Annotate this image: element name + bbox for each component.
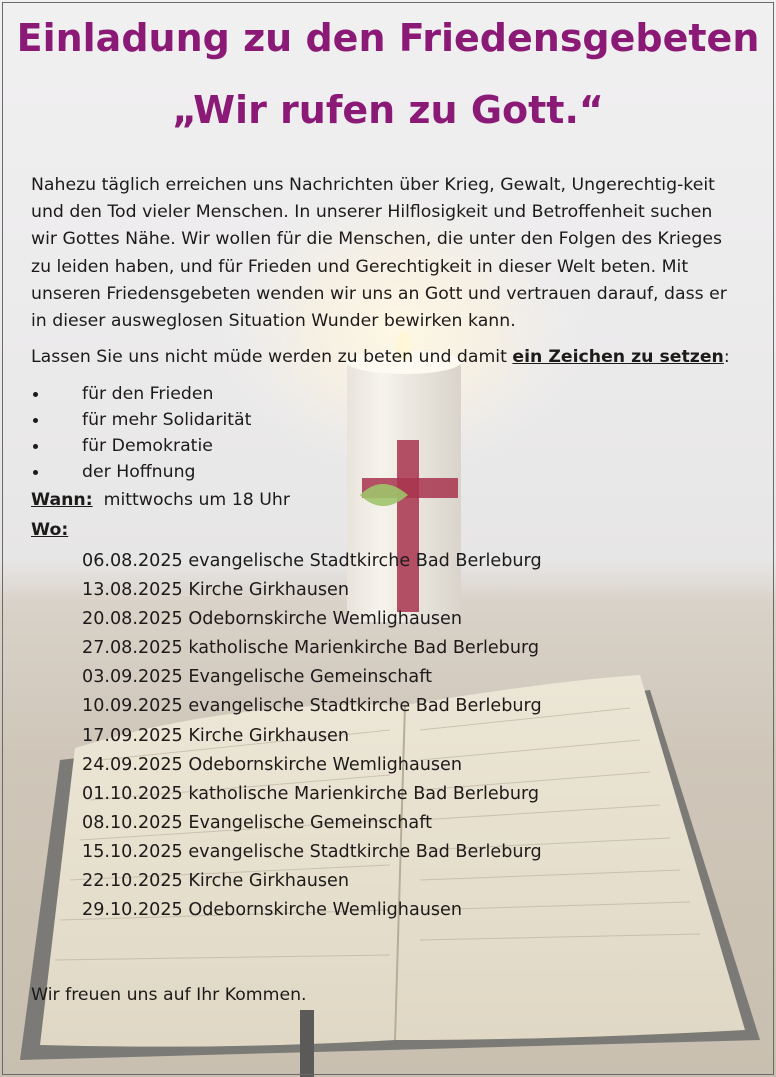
where-label: Wo: xyxy=(31,520,69,540)
schedule-item xyxy=(82,896,542,925)
schedule-item xyxy=(82,838,542,867)
cta-text: Lassen Sie uns nicht müde werden zu beten und damit xyxy=(31,347,513,367)
schedule-place: katholische Marienkirche Bad Berleburg xyxy=(188,638,540,659)
schedule-list xyxy=(82,547,542,925)
schedule-place: Kirche Girkhausen xyxy=(188,871,350,892)
schedule-date: 20.08.2025 xyxy=(82,609,183,630)
page-title: Einladung zu den Friedensgebeten xyxy=(16,16,760,60)
schedule-item xyxy=(82,605,542,634)
bullet-item: für Demokratie xyxy=(31,433,251,459)
schedule-date: 24.09.2025 xyxy=(82,754,183,775)
schedule-date: 10.09.2025 xyxy=(82,696,183,717)
schedule-place: Kirche Girkhausen xyxy=(188,580,350,601)
schedule-date: 29.10.2025 xyxy=(82,900,183,921)
schedule-item xyxy=(82,547,542,576)
page-subtitle: „Wir rufen zu Gott.“ xyxy=(172,88,604,132)
schedule-item xyxy=(82,576,542,605)
schedule-place: Odebornskirche Wemlighausen xyxy=(188,754,463,775)
schedule-item xyxy=(82,780,542,809)
intro-paragraph: Nahezu täglich erreichen uns Nachrichten über Krieg, Gewalt, Ungerechtig-keit und den Tod vieler Menschen. In unserer Hilflosigkeit und Betroffenheit suchen wir Gottes Nähe. Wir wollen für die Menschen, die unter den Folgen des Krieges zu leiden haben, und für Frieden und Gerechtigkeit in dieser Welt beten. Mit unseren Friedensgebeten wenden wir uns an Gott und vertrauen darauf, dass er in dieser ausweglosen Situation Wunder bewirken kann. xyxy=(31,175,727,332)
cta-suffix: : xyxy=(723,347,730,367)
bullet-list xyxy=(31,381,251,485)
when-value: mittwochs um 18 Uhr xyxy=(103,490,290,510)
schedule-item xyxy=(82,751,542,780)
schedule-place: Odebornskirche Wemlighausen xyxy=(188,609,463,630)
schedule-date: 01.10.2025 xyxy=(82,783,183,804)
schedule-place: Evangelische Gemeinschaft xyxy=(188,812,432,833)
schedule-date: 17.09.2025 xyxy=(82,725,183,746)
schedule-date: 22.10.2025 xyxy=(82,871,183,892)
schedule-date: 08.10.2025 xyxy=(82,812,183,833)
when-line xyxy=(31,490,290,510)
schedule-item xyxy=(82,867,542,896)
schedule-place: katholische Marienkirche Bad Berleburg xyxy=(188,783,540,804)
schedule-place: Kirche Girkhausen xyxy=(188,725,350,746)
schedule-item xyxy=(82,722,542,751)
schedule-place: Odebornskirche Wemlighausen xyxy=(188,900,463,921)
schedule-place: evangelische Stadtkirche Bad Berleburg xyxy=(188,841,542,862)
where-line xyxy=(31,520,68,540)
cta-emphasis: ein Zeichen zu setzen xyxy=(512,347,724,367)
when-label: Wann: xyxy=(31,490,93,510)
schedule-item xyxy=(82,663,542,692)
closing-line: Wir freuen uns auf Ihr Kommen. xyxy=(31,985,307,1005)
schedule-item xyxy=(82,692,542,721)
schedule-date: 03.09.2025 xyxy=(82,667,183,688)
schedule-place: evangelische Stadtkirche Bad Berleburg xyxy=(188,551,542,571)
schedule-date: 27.08.2025 xyxy=(82,638,183,659)
call-to-action xyxy=(31,347,751,367)
schedule-date: 15.10.2025 xyxy=(82,841,183,862)
schedule-item xyxy=(82,809,542,838)
bullet-item: für den Frieden xyxy=(31,381,251,407)
bullet-item: für mehr Solidarität xyxy=(31,407,251,433)
bullet-item: der Hoffnung xyxy=(31,459,251,485)
schedule-date: 06.08.2025 xyxy=(82,551,183,571)
schedule-item xyxy=(82,634,542,663)
schedule-date: 13.08.2025 xyxy=(82,580,183,601)
schedule-place: evangelische Stadtkirche Bad Berleburg xyxy=(188,696,542,717)
schedule-place: Evangelische Gemeinschaft xyxy=(188,667,432,688)
